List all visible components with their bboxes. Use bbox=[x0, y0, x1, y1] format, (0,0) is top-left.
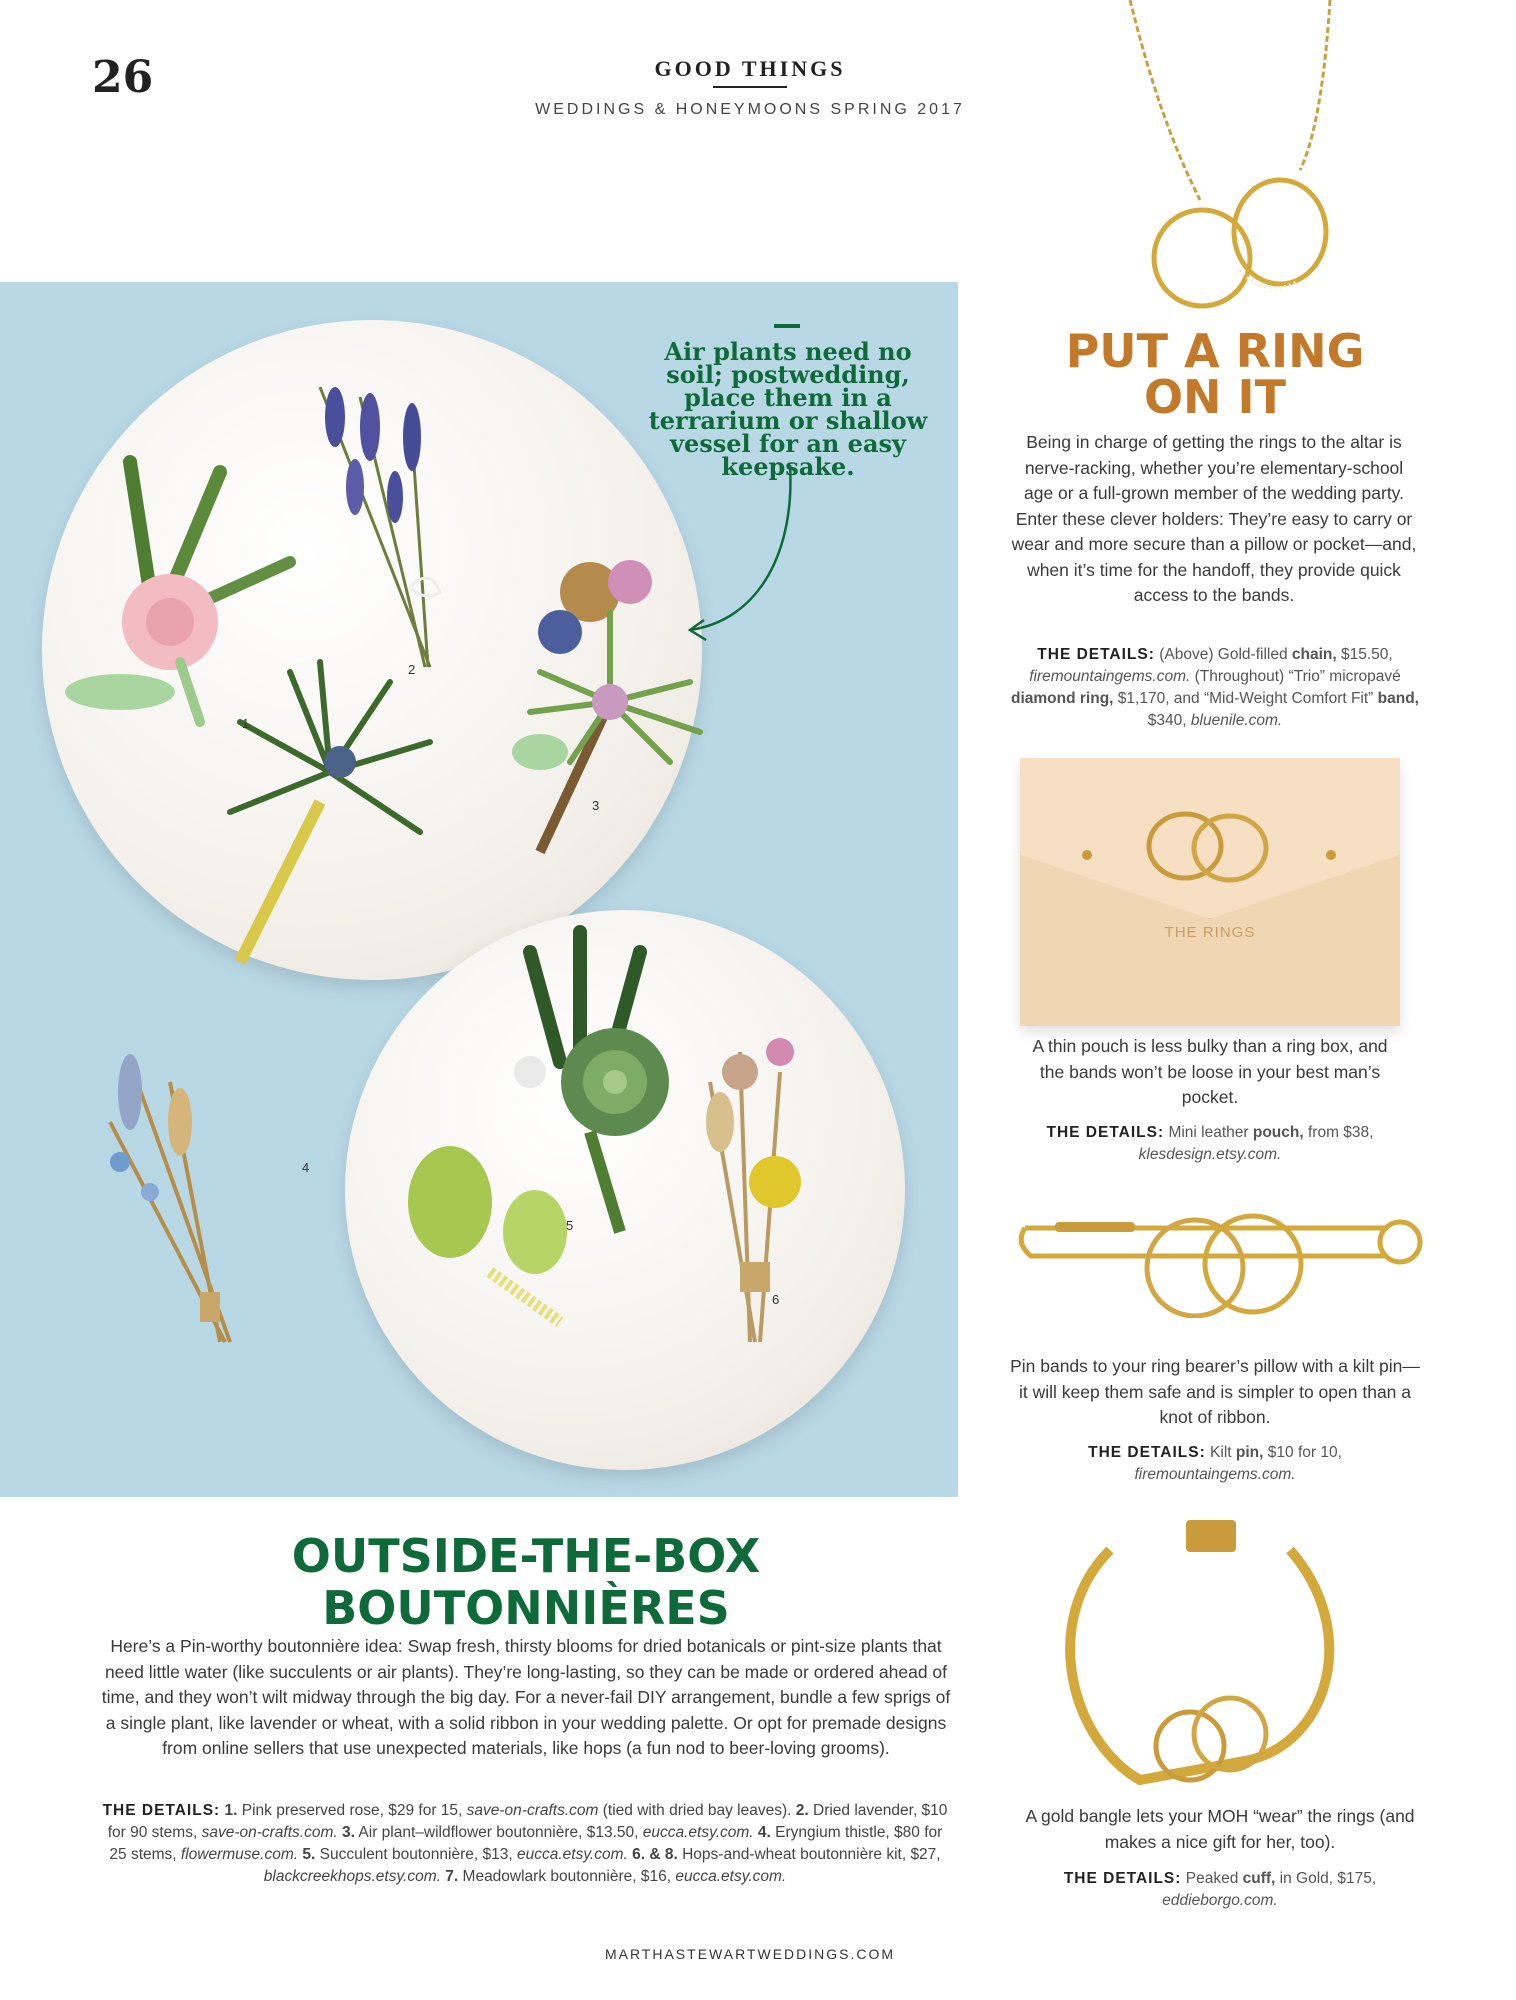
lavender-boutonniere bbox=[300, 377, 460, 687]
footer-site: MARTHASTEWARTWEDDINGS.COM bbox=[604, 1946, 896, 1962]
boutonnieres-details: THE DETAILS: 1. Pink preserved rose, $29 for 15, save-on-crafts.com (tied with dried bay leaves). 2. Dried lavender, $10 for 90 stems, save-on-crafts.com. 3. Air plant–wildflower boutonnière, $13.50, eucca.etsy.com. 4. Eryngium thistle, $80 for 25 stems, flowermuse.com. 5. Succulent boutonnière, $13, eucca.etsy.com. 6. & 8. Hops-and-wheat boutonnière kit, $27, blackcreekhops.etsy.com. 7. Meadowlark boutonnière, $16, eucca.etsy.com. bbox=[102, 1802, 948, 1885]
bangle-clasp bbox=[1186, 1520, 1236, 1552]
ring-body: Being in charge of getting the rings to the altar is nerve-racking, whether you’re elementary-school age or a full-grown member of the wedding party. Enter these clever holders: They’re easy to carry or wear and more secure than a pillow or pocket—and, when it’s time for the handoff, they provide quick access to the bands. bbox=[1011, 432, 1417, 605]
thistle-boutonniere bbox=[220, 652, 440, 972]
callout-arrow-icon bbox=[680, 460, 800, 650]
gold-bangle-photo bbox=[1050, 1510, 1370, 1830]
hops-boutonniere bbox=[390, 1122, 610, 1342]
boutonniere-number: 3 bbox=[592, 798, 600, 813]
ring-details: THE DETAILS: (Above) Gold-filled chain, $15.50, firemountaingems.com. (Throughout) “Trio” micropavé diamond ring, $1,170, and “Mid-Weight Comfort Fit” band, $340, bluenile.com. bbox=[1011, 646, 1419, 729]
boutonnieres-body: Here’s a Pin-worthy boutonnière idea: Swap fresh, thirsty blooms for dried botanicals or pint-size plants that need little water (like succulents or air plants). They’re long-lasting, so they can be made or ordered ahead of time, and they won’t wilt midway through the big day. For a never-fail DIY arrangement, bundle a few sprigs of a single plant, like lavender or wheat, with a solid ribbon in your wedding palette. Or opt for premade designs from online sellers that use unexpected materials, like hops (a fun nod to beer-loving grooms). bbox=[101, 1636, 951, 1758]
pouch-snap-left bbox=[1082, 850, 1092, 860]
chain-left bbox=[1130, 0, 1200, 200]
section-title-rule bbox=[713, 86, 787, 88]
section-title: GOOD THINGS bbox=[654, 56, 846, 81]
rings-on-pouch bbox=[1130, 804, 1300, 894]
boutonniere-number: 4 bbox=[302, 1160, 310, 1175]
pouch-stamp: THE RINGS bbox=[1164, 924, 1256, 941]
boutonniere-number: 2 bbox=[408, 662, 416, 677]
bangle-details: THE DETAILS: Peaked cuff, in Gold, $175, eddieborgo.com. bbox=[1063, 1870, 1377, 1909]
page-number: 26 bbox=[92, 52, 154, 103]
boutonniere-number: 1 bbox=[242, 716, 250, 731]
chain-necklace-photo bbox=[1110, 0, 1370, 320]
boutonniere-number: 6 bbox=[772, 1292, 780, 1307]
chain-right bbox=[1300, 0, 1330, 170]
craspedia-boutonniere bbox=[680, 1012, 850, 1352]
kilt-pin-photo bbox=[1015, 1188, 1435, 1318]
pouch-caption: A thin pouch is less bulky than a ring box, and the bands won’t be loose in your best man’s pocket. bbox=[1032, 1036, 1388, 1107]
pouch-snap-right bbox=[1326, 850, 1336, 860]
kilt-pin-caption: Pin bands to your ring bearer’s pillow with a kilt pin—it will keep them safe and is simpler to open than a knot of ribbon. bbox=[1010, 1356, 1420, 1427]
wheat-boutonniere bbox=[90, 1052, 260, 1352]
ring-pave bbox=[1234, 180, 1326, 284]
boutonnieres-headline: OUTSIDE-THE-BOX BOUTONNIÈRES bbox=[291, 1529, 761, 1635]
callout-dash bbox=[774, 324, 800, 328]
pouch-details: THE DETAILS: Mini leather pouch, from $38, klesdesign.etsy.com. bbox=[1046, 1124, 1374, 1163]
kilt-pin-details: THE DETAILS: Kilt pin, $10 for 10, firemountaingems.com. bbox=[1088, 1444, 1342, 1483]
ring-pouch-photo bbox=[1020, 758, 1400, 1026]
issue-line: WEDDINGS & HONEYMOONS SPRING 2017 bbox=[535, 101, 965, 118]
bangle-caption: A gold bangle lets your MOH “wear” the rings (and makes a nice gift for her, too). bbox=[1025, 1806, 1415, 1852]
boutonniere-number: 5 bbox=[566, 1218, 574, 1233]
air-plant-callout: Air plants need no soil; postwedding, place them in a terrarium or shallow vessel for an easy keepsake. bbox=[648, 337, 928, 481]
craspedia-ball bbox=[749, 1156, 801, 1208]
ring-headline: PUT A RING ON IT bbox=[1065, 324, 1365, 424]
